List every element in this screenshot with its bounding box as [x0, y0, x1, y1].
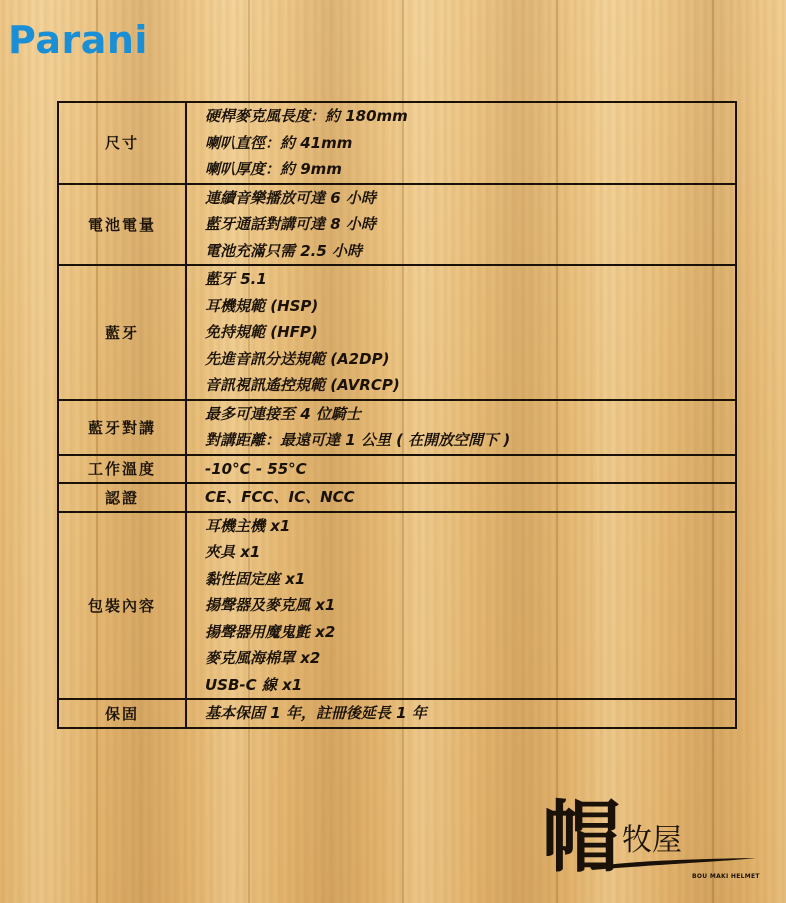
spec-label: 尺寸: [104, 134, 139, 153]
spec-label-cell: [58, 483, 186, 512]
spec-label-cell: [58, 184, 186, 266]
spec-value-line: 藍牙通話對講可達 8 小時: [205, 215, 376, 233]
spec-label: 包裝內容: [87, 596, 156, 615]
spec-label-cell: [58, 400, 186, 455]
spec-row: [58, 102, 736, 184]
spec-row: [58, 265, 736, 400]
spec-label: 工作溫度: [87, 460, 156, 479]
spec-row: [58, 400, 736, 455]
spec-value-line: 耳機主機 x1: [205, 516, 291, 535]
spec-row: [58, 483, 736, 512]
spec-row: [58, 455, 736, 484]
spec-value-line: 音訊視訊遙控規範 (AVRCP): [205, 376, 400, 394]
spec-row: [58, 512, 736, 700]
spec-label-cell: [58, 265, 186, 400]
spec-value-line: 最多可連接至 4 位騎士: [205, 404, 361, 423]
spec-label-cell: [58, 455, 186, 484]
spec-value-line: -10°C - 55°C: [205, 459, 307, 478]
spec-label: 保固: [104, 704, 139, 723]
brand-logo: [530, 775, 770, 890]
spec-value-cell: [186, 512, 736, 700]
spec-value-line: 先進音訊分送規範 (A2DP): [205, 349, 390, 368]
spec-label: 認證: [104, 488, 139, 507]
spec-value-line: 喇叭直徑：約 41mm: [205, 133, 353, 152]
brand-word: 牧屋: [622, 823, 682, 858]
spec-value-line: 連續音樂播放可達 6 小時: [205, 188, 376, 207]
spec-value-cell: [186, 184, 736, 266]
brand-char: 帽: [542, 792, 621, 883]
spec-value-line: 基本保固 1 年，註冊後延長 1 年: [205, 704, 427, 722]
spec-label-cell: [58, 699, 186, 728]
spec-value-line: 耳機規範 (HSP): [205, 296, 319, 315]
spec-row: [58, 184, 736, 266]
spec-value-line: 免持規範 (HFP): [205, 323, 318, 341]
spec-label-cell: [58, 102, 186, 184]
parani-logo: Parani: [8, 18, 148, 62]
spec-value-line: 藍牙 5.1: [205, 270, 267, 288]
spec-value-cell: [186, 102, 736, 184]
spec-value-line: USB-C 線 x1: [205, 675, 303, 694]
spec-value-cell: [186, 400, 736, 455]
spec-label: 藍牙對講: [87, 418, 156, 437]
spec-value-line: 喇叭厚度：約 9mm: [205, 160, 342, 178]
spec-value-cell: [186, 483, 736, 512]
spec-label: 電池電量: [87, 215, 156, 234]
spec-value-cell: [186, 265, 736, 400]
spec-value-cell: [186, 455, 736, 484]
spec-value-line: 麥克風海棉罩 x2: [205, 649, 321, 667]
spec-value-line: 揚聲器及麥克風 x1: [205, 596, 336, 614]
spec-value-line: 電池充滿只需 2.5 小時: [205, 241, 363, 260]
spec-value-line: 對講距離：最遠可達 1 公里 ( 在開放空間下 ): [205, 431, 511, 449]
spec-value-line: CE、FCC、IC、NCC: [205, 488, 355, 506]
spec-row: [58, 699, 736, 728]
spec-value-line: 揚聲器用魔鬼氈 x2: [205, 622, 336, 641]
spec-label-cell: [58, 512, 186, 700]
spec-value-cell: [186, 699, 736, 728]
spec-table: [57, 101, 737, 729]
spec-value-line: 硬桿麥克風長度：約 180mm: [205, 107, 408, 125]
brand-subtitle: BOU MAKI HELMET: [692, 873, 760, 880]
spec-value-line: 黏性固定座 x1: [205, 569, 306, 588]
spec-label: 藍牙: [104, 323, 139, 342]
spec-value-line: 夾具 x1: [205, 543, 261, 561]
